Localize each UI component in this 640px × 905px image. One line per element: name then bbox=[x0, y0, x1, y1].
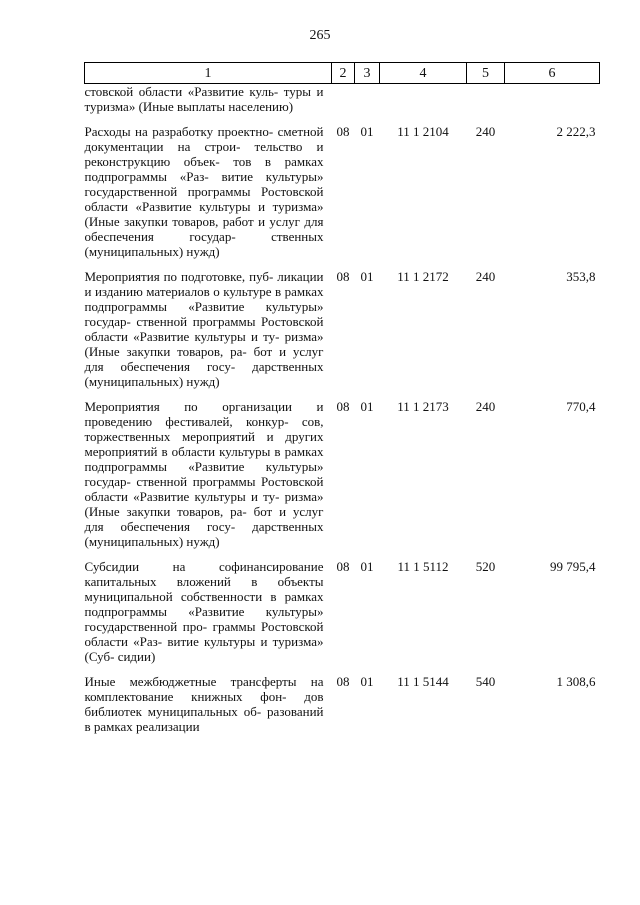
row-pr: 01 bbox=[360, 399, 374, 414]
row-amount: 770,4 bbox=[566, 399, 596, 414]
row-rz: 08 bbox=[336, 399, 350, 414]
row-csr: 11 1 2172 bbox=[397, 269, 449, 284]
table-row bbox=[85, 259, 600, 389]
table-row bbox=[85, 389, 600, 549]
table-row bbox=[85, 114, 600, 259]
row-rz bbox=[332, 84, 355, 115]
row-vr: 240 bbox=[475, 399, 496, 414]
table-row bbox=[85, 664, 600, 734]
table-row bbox=[85, 84, 600, 115]
row-csr bbox=[380, 84, 467, 115]
row-vr: 520 bbox=[475, 559, 496, 574]
row-vr: 240 bbox=[475, 124, 496, 139]
row-amount: 1 308,6 bbox=[556, 674, 596, 689]
row-csr: 11 1 2104 bbox=[397, 124, 449, 139]
header-col-5: 5 bbox=[467, 63, 505, 84]
row-description: Иные межбюджетные трансферты на комплектование книжных фон- дов библиотек муниципальных об- разований в рамках реализации bbox=[84, 674, 324, 734]
row-csr: 11 1 5144 bbox=[397, 674, 449, 689]
row-amount: 2 222,3 bbox=[556, 124, 596, 139]
row-amount: 353,8 bbox=[566, 269, 596, 284]
row-rz: 08 bbox=[336, 124, 350, 139]
row-pr: 01 bbox=[360, 124, 374, 139]
row-vr: 540 bbox=[475, 674, 496, 689]
row-rz: 08 bbox=[336, 559, 350, 574]
row-vr: 240 bbox=[475, 269, 496, 284]
row-rz: 08 bbox=[336, 269, 350, 284]
header-col-6: 6 bbox=[505, 63, 600, 84]
row-csr: 11 1 2173 bbox=[397, 399, 449, 414]
row-pr: 01 bbox=[360, 559, 374, 574]
row-amount: 99 795,4 bbox=[550, 559, 596, 574]
row-amount bbox=[505, 84, 600, 115]
header-col-4: 4 bbox=[380, 63, 467, 84]
row-vr bbox=[467, 84, 505, 115]
row-description: Мероприятия по организации и проведению фестивалей, конкур- сов, торжественных мероприятий и других мероприятий в области культуры в рамках подпрограммы «Развитие культуры» государ- ственной программы Ростовской области «Развитие культуры и ту- ризма» (Иные закупки товаров, ра- бот и услуг для обеспечения госу- дарственных (муниципальных) нужд) bbox=[84, 399, 324, 549]
table-header-row bbox=[85, 63, 600, 84]
budget-table bbox=[84, 62, 600, 734]
page-number: 265 bbox=[309, 28, 331, 43]
row-pr bbox=[355, 84, 380, 115]
table-row bbox=[85, 549, 600, 664]
row-csr: 11 1 5112 bbox=[397, 559, 449, 574]
row-description: Субсидии на софинансирование капитальных вложений в объекты муниципальной собственности в рамках подпрограммы «Развитие культуры» государственной про- граммы Ростовской области «Раз- витие культуры и туризма» (Суб- сидии) bbox=[84, 559, 324, 664]
row-description: Расходы на разработку проектно- сметной документации на строи- тельство и реконструкцию объек- тов в рамках подпрограммы «Раз- витие культуры» государственной программы Ростовской области «Развитие культуры и туризма» (Иные закупки товаров, работ и услуг для обеспечения государ- ственных (муниципальных) нужд) bbox=[84, 124, 324, 259]
header-col-2: 2 bbox=[332, 63, 355, 84]
row-rz: 08 bbox=[336, 674, 350, 689]
row-description: Мероприятия по подготовке, пуб- ликации и изданию материалов о культуре в рамках подпрограммы «Развитие культуры» государ- ственной программы Ростовской области «Развитие культуры и ту- ризма» (Иные закупки товаров, ра- бот и услуг для обеспечения госу- дарственных (муниципальных) нужд) bbox=[84, 269, 324, 389]
header-col-1: 1 bbox=[85, 63, 332, 84]
header-col-3: 3 bbox=[355, 63, 380, 84]
row-pr: 01 bbox=[360, 269, 374, 284]
row-pr: 01 bbox=[360, 674, 374, 689]
row-description: стовской области «Развитие куль- туры и туризма» (Иные выплаты населению) bbox=[84, 84, 324, 114]
